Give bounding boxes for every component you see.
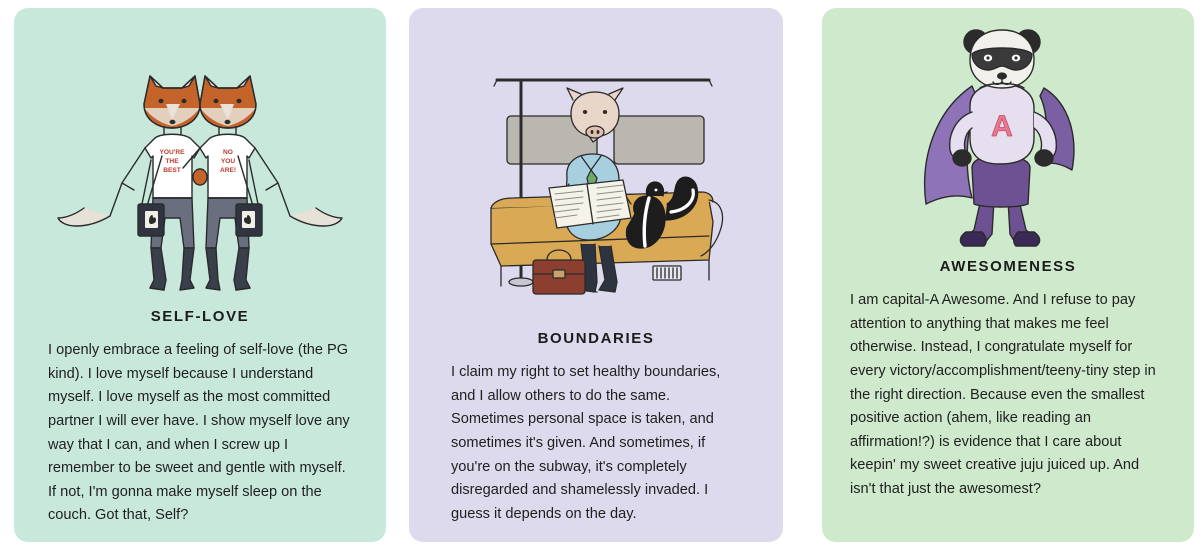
svg-text:A: A <box>991 110 1013 143</box>
card-body-text: I openly embrace a feeling of self-love (the PG kind). I love myself because I understand myself. I love myself as the most committed partner I will ever have. I show myself love any way that I can, and when I screw up I remember to be sweet and gentle with myself. If not, I'm gonna make myself sleep on the couch. Got that, Self? <box>48 342 350 524</box>
card-surface <box>822 8 1194 542</box>
illustration-pig-and-skunk-on-subway <box>409 8 783 330</box>
illustration-superhero-panda <box>822 8 1194 258</box>
svg-text:YOU: YOU <box>220 158 236 165</box>
svg-text:THE: THE <box>165 158 179 165</box>
card-body-text: I am capital-A Awesome. And I refuse to pay attention to anything that makes me feel otherwise. Instead, I congratulate myself for every victory/accomplishment/teeny-tiny step in the right direction. Because even the smallest positive action (ahem, like reading an affirmation!?) is evidence that I care about keepin' my sweet creative juju juiced up. And isn't that just the awesomest? <box>850 292 1156 498</box>
svg-text:BEST: BEST <box>163 167 181 174</box>
card-title: AWESOMENESS <box>939 258 1077 275</box>
card-title: BOUNDARIES <box>537 330 655 347</box>
card-surface <box>409 8 783 542</box>
svg-text:ARE!: ARE! <box>219 167 237 174</box>
card-body-text: I claim my right to set healthy boundaries, and I allow others to do the same. Sometimes personal space is taken, and sometimes it's given. And sometimes, if you're on the subway, it's completely disregarded and shamelessly invaded. I guess it depends on the day. <box>451 364 721 522</box>
illustration-two-foxes-holding-hands <box>14 8 386 308</box>
card-surface <box>14 8 386 542</box>
card-title: SELF-LOVE <box>150 308 250 325</box>
card-boundaries[interactable] <box>400 0 800 550</box>
card-self-love[interactable] <box>0 0 400 550</box>
svg-text:NO: NO <box>223 149 233 156</box>
svg-text:YOU'RE: YOU'RE <box>159 149 185 156</box>
card-awesomeness[interactable] <box>800 0 1200 550</box>
